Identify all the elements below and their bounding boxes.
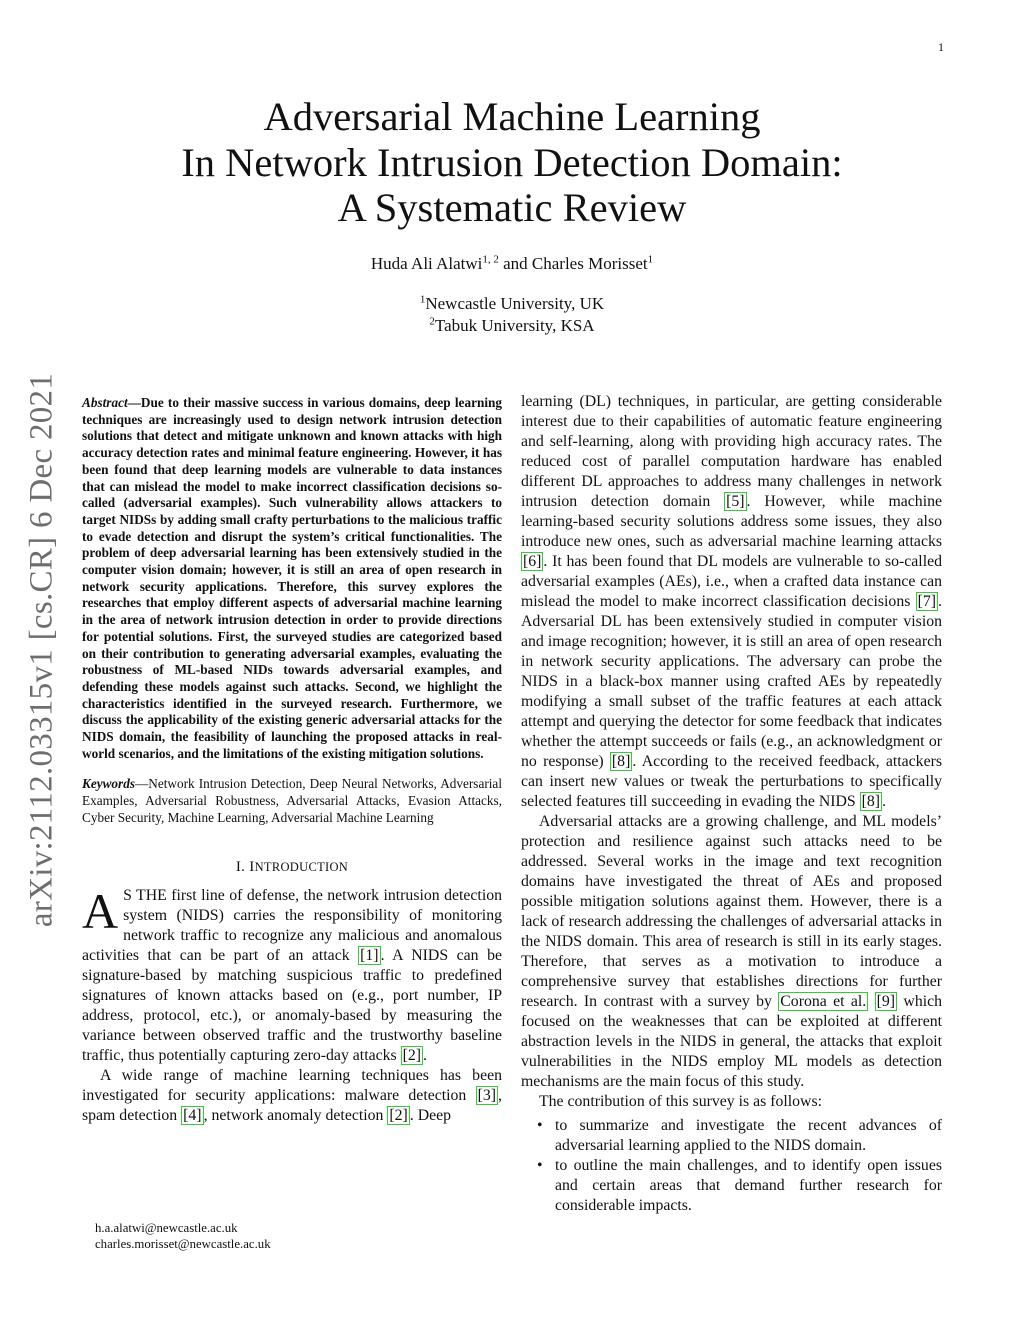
email-2: charles.morisset@newcastle.ac.uk: [95, 1236, 271, 1251]
abstract: [82, 395, 502, 762]
right-paragraph-2: [521, 812, 942, 1092]
drop-cap: A: [82, 882, 119, 939]
citation-link[interactable]: [8]: [611, 753, 631, 770]
title-line-3: A Systematic Review: [337, 185, 687, 230]
right-p1-text-1: learning (DL) techniques, in particular, are getting considerable interest due to their capabilities of automatic feature engineering and self-learning, along with providing high accuracy rates. The reduced cost of parallel computation hardware has enabled different DL approaches to address many challenges in network intrusion detection domain: [521, 393, 942, 510]
intro-p1-text-1: first line of defense, the network intrusion detection system (NIDS) carries the responsibility of monitoring network traffic to recognize any malicious and anomalous activities that can be part of an attack: [82, 886, 503, 964]
affiliation-2-text: Tabuk University, KSA: [434, 316, 595, 335]
right-p2-text-1: Adversarial attacks are a growing challenge, and ML models’ protection and resilience against such attacks need to be addressed. Several works in the image and text recognition domains have investigated the threat of AEs and proposed possible mitigation solutions against them. However, there is a lack of research addressing the challenges of adversarial attacks in the NIDS domain. This area of research is still in its early stages. Therefore, that serves as a motivation to introduce a comprehensive survey that establishes directions for further research. In contrast with a survey by: [521, 813, 942, 1010]
page-number: 1: [938, 40, 944, 54]
citation-link[interactable]: [6]: [523, 553, 542, 570]
right-column: [521, 392, 942, 1216]
intro-p1-text-2: . A NIDS can be signature-based by matching suspicious traffic to predefined signatures of known attacks based on (e.g., port number, IP address, protocol, etc.), or anomaly-based by measuring the variance between observed traffic and the trustworthy baseline traffic, thus potentially capturing zero-day attacks: [82, 946, 502, 1064]
intro-p2-text-4: . Deep: [409, 1106, 452, 1124]
citation-link[interactable]: [3]: [477, 1086, 497, 1104]
arxiv-stamp: arXiv:2112.03315v1 [cs.CR] 6 Dec 2021: [23, 372, 60, 928]
affiliation-2: [0, 315, 1024, 337]
title-line-2: In Network Intrusion Detection Domain:: [181, 139, 843, 185]
citation-link[interactable]: [7]: [917, 593, 937, 610]
right-p2-text-2: [868, 993, 874, 1010]
author-2-affil-marker: 1: [647, 253, 654, 266]
right-p1-text-5: . According to the received feedback, attackers can insert new values or tweak the perturbations to specifically selected features till succeeding in evading the NIDS: [521, 753, 942, 810]
right-p2-text-3: which focused on the weaknesses that can be exploited at different abstraction levels in the NIDS in general, the attacks that exploit vulnerabilities in the NIDS employ ML models as detection mechanisms are the main focus of this study.: [521, 993, 943, 1090]
affiliation-1: [0, 293, 1024, 315]
affiliation-1-text: Newcastle University, UK: [425, 294, 605, 313]
citation-link[interactable]: [4]: [183, 1106, 202, 1124]
arxiv-sidebar: [22, 365, 62, 935]
intro-p2-text-2: , spam detection: [82, 1086, 502, 1124]
footnote-emails: [95, 1221, 271, 1252]
intro-paragraph-1: [82, 882, 503, 1066]
contribution-list: [521, 1116, 942, 1216]
affiliation-1-marker: 1: [419, 293, 426, 306]
author-list: [0, 254, 1024, 274]
author-name-1: Huda Ali Alatwi: [370, 254, 483, 273]
right-p1-text-2: . However, while machine learning-based security solutions address some issues, they also introduce new ones, such as adversarial machine learning attacks: [521, 493, 942, 550]
right-p1-text-6: .: [882, 793, 887, 810]
citation-link[interactable]: [2]: [389, 1106, 408, 1124]
intro-paragraph-2: [82, 1066, 502, 1126]
section-title-smallcaps: NTRODUCTION: [254, 859, 349, 874]
list-item: • to outline the main challenges, and to identify open issues and certain areas that demand further research for considerable impacts.: [521, 1156, 942, 1216]
citation-link[interactable]: [8]: [861, 793, 881, 810]
right-p1-text-4: . Adversarial DL has been extensively studied in computer vision and image recognition; however, it is still an area of open research in network security applications. The adversary can probe the NIDS in a black-box manner using crafted AEs by repeatedly modifying a small subset of the traffic features at each attack attempt and querying the detector for some feedback that indicates whether the attempt succeeds or fails (e.g., an acknowledgment or no response): [521, 593, 942, 770]
citation-link[interactable]: [5]: [726, 493, 745, 510]
citation-link[interactable]: [9]: [876, 993, 896, 1010]
author-1-affil-marker: 1, 2: [482, 253, 499, 266]
affiliations: [0, 293, 1024, 337]
citation-link[interactable]: [1]: [360, 946, 379, 964]
citation-link[interactable]: [2]: [402, 1046, 422, 1064]
keywords-text: —Network Intrusion Detection, Deep Neural Networks, Adversarial Examples, Adversarial Robustness, Adversarial Attacks, Evasion Attacks, Cyber Security, Machine Learning, Adversarial Machine Learning: [82, 776, 502, 825]
abstract-text: —Due to their massive success in various domains, deep learning techniques are increasingly used to design network intrusion detection solutions that detect and mitigate unknown and known attacks with high accuracy detection rates and minimal feature engineering. However, it has been found that deep learning models are vulnerable to data instances that can mislead the model to make incorrect classification decisions so-called (adversarial examples). Such vulnerability allows attackers to target NIDSs by adding small crafty perturbations to the malicious traffic to evade detection and disrupt the system’s critical functionalities. The problem of deep adversarial learning has been extensively studied in the computer vision domain; however, it is still an area of open research in network security applications. Therefore, this survey explores the researches that employ different aspects of adversarial machine learning in the area of network intrusion detection in order to provide directions for potential solutions. First, the surveyed studies are categorized based on their contribution to generating adversarial examples, evaluating the robustness of ML-based NIDs towards adversarial examples, and defending these models against such attacks. Second, we highlight the characteristics identified in the surveyed research. Furthermore, we discuss the applicability of the existing generic adversarial attacks for the NIDS domain, the feasibility of launching the proposed attacks in real-world scenarios, and the limitations of the existing mitigation solutions.: [82, 395, 502, 761]
section-number: I.: [235, 858, 250, 875]
intro-p2-text-1: A wide range of machine learning techniques has been investigated for security applications: malware detection: [82, 1066, 502, 1104]
abstract-label: Abstract: [82, 395, 128, 410]
right-p1-text-3: . It has been found that DL models are vulnerable to so-called adversarial examples (AEs), i.e., when a crafted data instance can mislead the model to make incorrect classification decisions: [521, 553, 942, 610]
intro-p2-text-3: , network anomaly detection: [203, 1106, 388, 1124]
intro-lead-words: S THE: [123, 886, 167, 904]
section-first-letter: I: [249, 858, 255, 875]
section-heading-introduction: [82, 859, 502, 876]
email-1: h.a.alatwi@newcastle.ac.uk: [95, 1221, 238, 1235]
right-paragraph-3: The contribution of this survey is as follows:: [539, 1093, 822, 1110]
keywords-label: Keywords: [82, 776, 135, 792]
citation-link[interactable]: Corona et al.: [780, 993, 867, 1010]
intro-p1-text-3: .: [423, 1046, 427, 1064]
author-conjunction-name-2: and Charles Morisset: [498, 254, 648, 273]
affiliation-2-marker: 2: [429, 315, 435, 328]
title-line-1: Adversarial Machine Learning: [263, 94, 761, 139]
right-paragraph-1: [521, 392, 942, 812]
left-column: [82, 395, 502, 1126]
list-item: • to summarize and investigate the recent advances of adversarial learning applied to the NIDS domain.: [521, 1116, 942, 1156]
keywords: [82, 776, 502, 826]
paper-title: [0, 94, 1024, 231]
